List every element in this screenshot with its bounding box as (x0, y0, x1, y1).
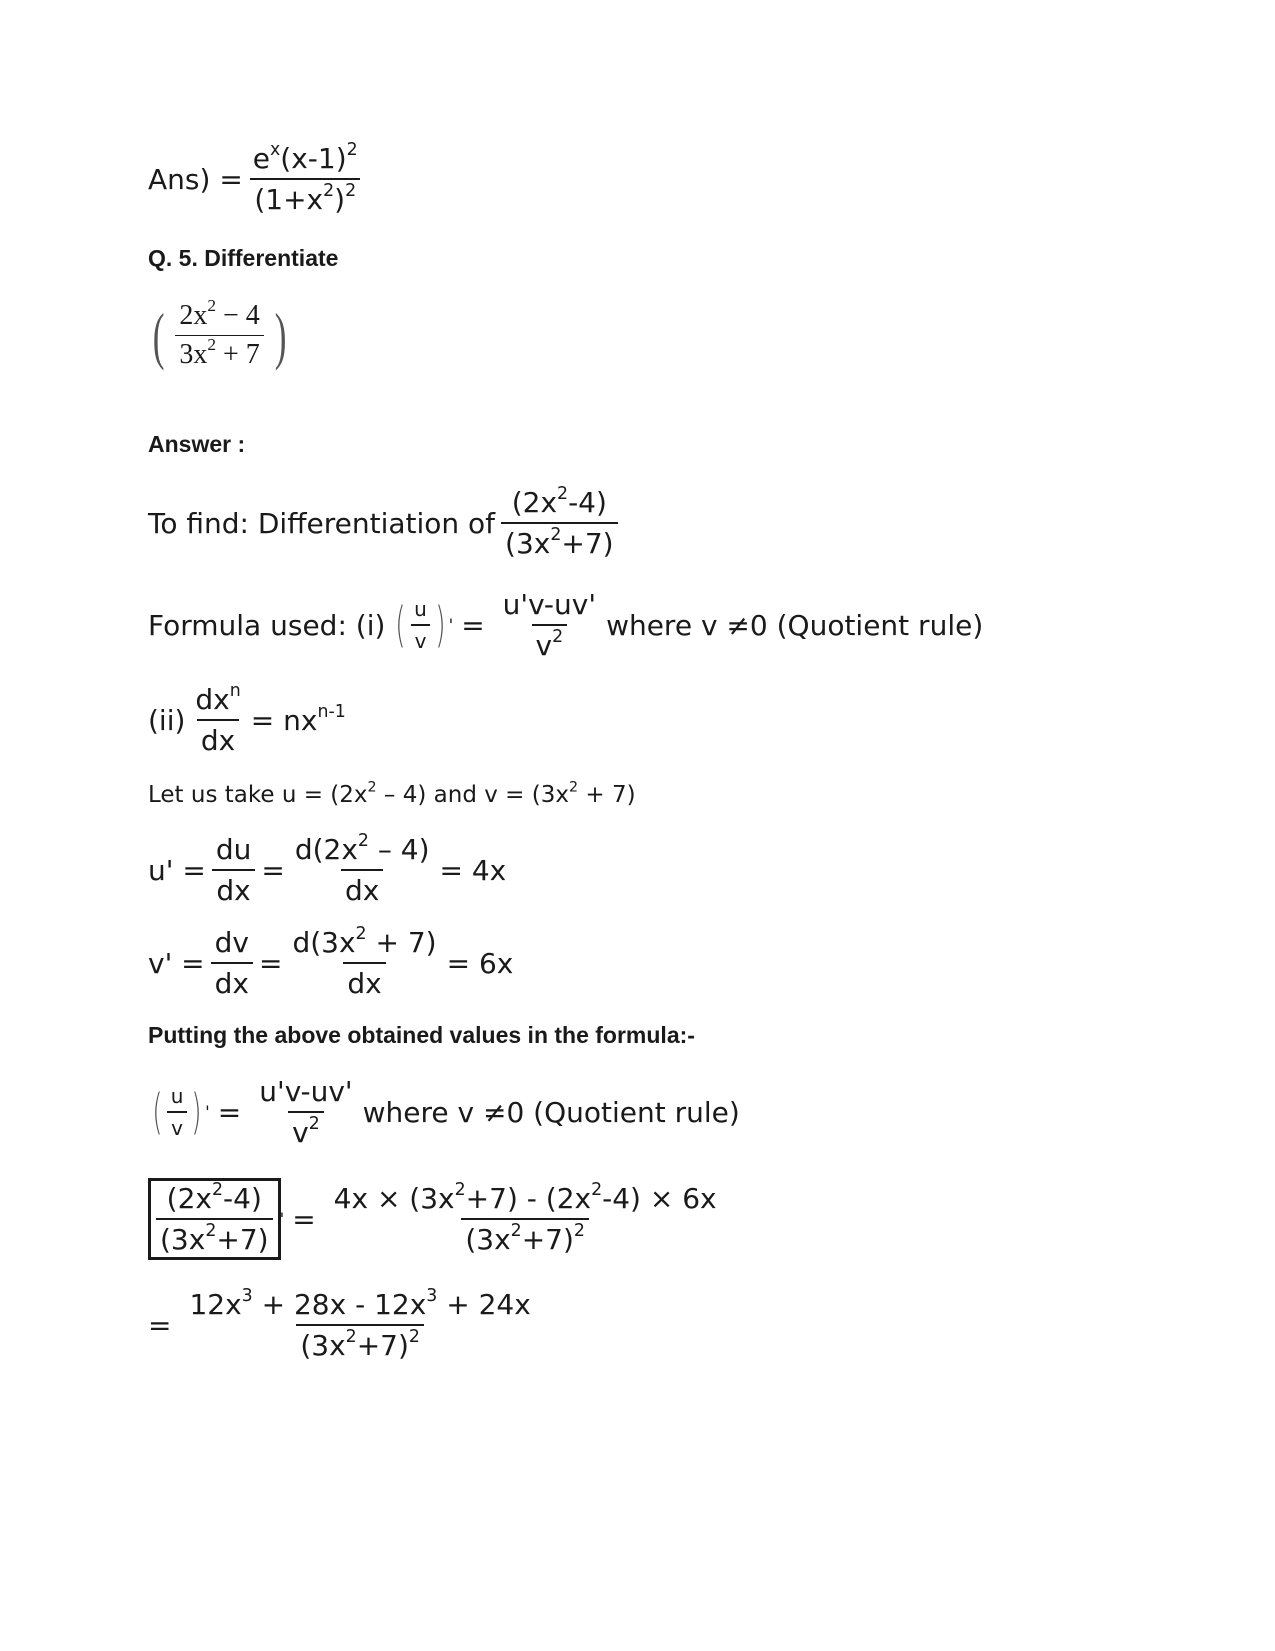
question-fraction: $\frac{2x^2 - 4}{3x^2 + 7}$ (175, 300, 263, 371)
u-over-v-2: ( $\frac{u}{v}$ ) ' (152, 1084, 210, 1140)
ans-numerator: $e^x(x-1)^2$ (252, 139, 358, 175)
u-over-v: ( $\frac{u}{v}$ ) ' (395, 597, 454, 653)
right-paren: ) (274, 299, 287, 371)
formula-restated: ( $\frac{u}{v}$ ) ' = $\frac{u'v-uv'}{v^2}$ where v ≠0 (Quotient rule) (148, 1075, 740, 1149)
u-prime-line: u' = $\frac{du}{dx}$ = $\frac{d(2x^2 - 4)}{dx}$ = 4x (148, 830, 507, 907)
left-paren: ( (152, 299, 165, 371)
to-find-fraction: $\frac{(2x^2-4)}{(3x^2+7)}$ (501, 486, 618, 560)
v-prime-line: v' = $\frac{dv}{dx}$ = $\frac{d(3x^2 + 7)}{dx}$ = 6x (148, 923, 514, 1000)
ans-denominator: $(1+x^2)^2$ (250, 178, 360, 216)
formula-quotient-rule: Formula used: (i) ( $\frac{u}{v}$ ) ' = $\frac{u'v-uv'}{v^2}$ where v ≠0 (Quotient rule) (148, 588, 984, 662)
answer-heading: Answer : (148, 431, 246, 457)
derivative-bracket: $\frac{(2x^2-4)}{(3x^2+7)}$ (148, 1178, 281, 1260)
formula-power-rule: (ii) $\frac{dx^n}{dx}$ = $nx^{n-1}$ (148, 680, 346, 757)
step-2-fraction: $\frac{12x^3 + 28x - 12x^3 + 24x}{(3x^2+7)^2}$ (189, 1285, 531, 1362)
formula-label: Formula used: (i) (148, 608, 386, 642)
ans-fraction (249, 139, 362, 216)
to-find-text: To find: Differentiation of (148, 506, 496, 540)
ans-label: Ans) = (148, 162, 243, 196)
step-1-result: $\frac{4x \times (3x^2+7) - (2x^2-4) \times 6x}{(3x^2+7)^2}$ (333, 1179, 717, 1256)
step-2: = $\frac{12x^3 + 28x - 12x^3 + 24x}{(3x^2+7)^2}$ (148, 1288, 541, 1362)
let-us-take: Let us take $u = (2x^2 - 4)$ and $v = (3x^2 + 7)$ (148, 779, 636, 808)
putting-heading: Putting the above obtained values in the formula:- (148, 1022, 695, 1048)
question-expression (148, 295, 291, 371)
question-heading: Q. 5. Differentiate (148, 245, 339, 271)
quotient-fraction: $\frac{u'v-uv'}{v^2}$ (502, 588, 597, 662)
to-find-line (148, 483, 624, 560)
ans-line (148, 139, 368, 216)
step-1: $\frac{(2x^2-4)}{(3x^2+7)}$ ' = $\frac{4x \times (3x^2+7) - (2x^2-4) \times 6x}{(3x^2+7)^2}$ (148, 1178, 727, 1260)
power-fraction: $\frac{dx^n}{dx}$ (195, 680, 241, 757)
formula-note: where v ≠0 (Quotient rule) (606, 608, 984, 642)
